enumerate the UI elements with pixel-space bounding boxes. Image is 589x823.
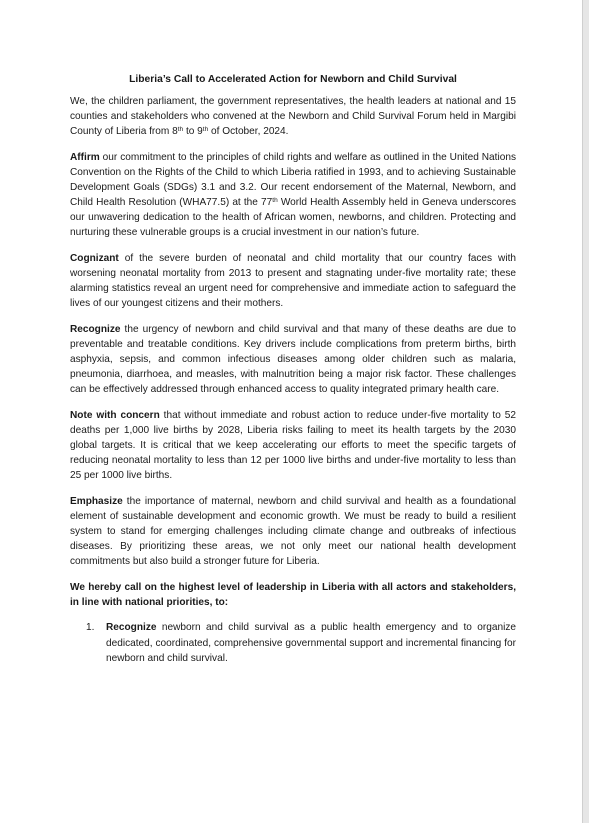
- affirm-paragraph: [70, 150, 516, 241]
- call-to-action: We hereby call on the highest level of leadership in Liberia with all actors and stakeholders, in line with national priorities, to:: [70, 581, 516, 608]
- cognizant-lead: Cognizant: [70, 252, 119, 264]
- affirm-sup: th: [272, 197, 278, 205]
- action-number: 1.: [86, 622, 95, 634]
- intro-sup-b: th: [202, 126, 209, 134]
- document-body: [70, 72, 516, 666]
- action-text: newborn and child survival as a public health emergency and to organize dedicated, coordinated, comprehensive governmental support and incremental financing for newborn and child survival.: [106, 622, 516, 664]
- intro-text-c: of October, 2024.: [208, 126, 289, 138]
- recognize-paragraph: [70, 322, 516, 397]
- affirm-lead: Affirm: [70, 151, 100, 163]
- emphasize-lead: Emphasize: [70, 495, 123, 507]
- cognizant-paragraph: [70, 251, 516, 311]
- recognize-lead: Recognize: [70, 323, 121, 335]
- intro-text-b: to 9: [183, 126, 203, 138]
- intro-paragraph: [70, 94, 516, 139]
- affirm-text-a: our commitment to the principles of child rights and welfare as outlined in the United Nations Convention on the Rights of the Child to which Liberia ratified in 1993, and to achieving Sustainable Development Goals (SDGs) 3.1 and 3.2. Our recent endorsement of the Maternal, Newborn, and Child Health Resolution (WHA77.5) at the 77: [70, 151, 516, 209]
- note-lead: Note with concern: [70, 409, 160, 421]
- intro-text-a: We, the children parliament, the government representatives, the health leaders at national and 15 counties and stakeholders who convened at the Newborn and Child Survival Forum held in Margibi County of Liberia from 8: [70, 96, 516, 138]
- note-text: that without immediate and robust action to reduce under-five mortality to 52 deaths per 1,000 live births by 2028, Liberia risks failing to meet its health targets by the 2030 global targets. It is critical that we keep accelerating our efforts to meet the specific targets of reducing neonatal mortality to less than 12 per 1000 live births and under-five mortality to less than 25 per 1000 live births.: [70, 409, 516, 482]
- action-list: [70, 620, 516, 665]
- cognizant-text: of the severe burden of neonatal and child mortality that our country faces with worsening neonatal mortality from 2013 to present and stagnating under-five mortality rate; these alarming statistics reveal an urgent need for comprehensive and immediate action to safeguard the lives of our youngest citizens and their mothers.: [70, 252, 516, 310]
- recognize-text: the urgency of newborn and child survival and that many of these deaths are due to preventable and treatable conditions. Key drivers include complications from preterm births, birth asphyxia, sepsis, and common infectious diseases among older children such as malaria, pneumonia, diarrhoea, and measles, with malnutrition being a major risk factor. These challenges can be effectively addressed through enhanced access to quality integrated primary health care.: [70, 323, 516, 396]
- document-title: Liberia’s Call to Accelerated Action for Newborn and Child Survival: [129, 74, 457, 85]
- note-paragraph: [70, 408, 516, 483]
- action-lead: Recognize: [106, 622, 157, 634]
- emphasize-text: the importance of maternal, newborn and child survival and health as a foundational element of sustainable development and economic growth. We must be ready to build a resilient system to stand for emerging challenges including climate change and outbreaks of infectious diseases. By prioritizing these areas, we not only meet our national health development commitments but also build a stronger future for Liberia.: [70, 495, 516, 568]
- intro-sup-a: th: [177, 126, 184, 134]
- action-item: [86, 620, 516, 665]
- affirm-text-b: World Health Assembly held in Geneva underscores our unwavering dedication to the health of African women, newborns, and children. Protecting and nurturing these vulnerable groups is a crucial investment in our nation’s future.: [70, 197, 516, 239]
- emphasize-paragraph: [70, 494, 516, 569]
